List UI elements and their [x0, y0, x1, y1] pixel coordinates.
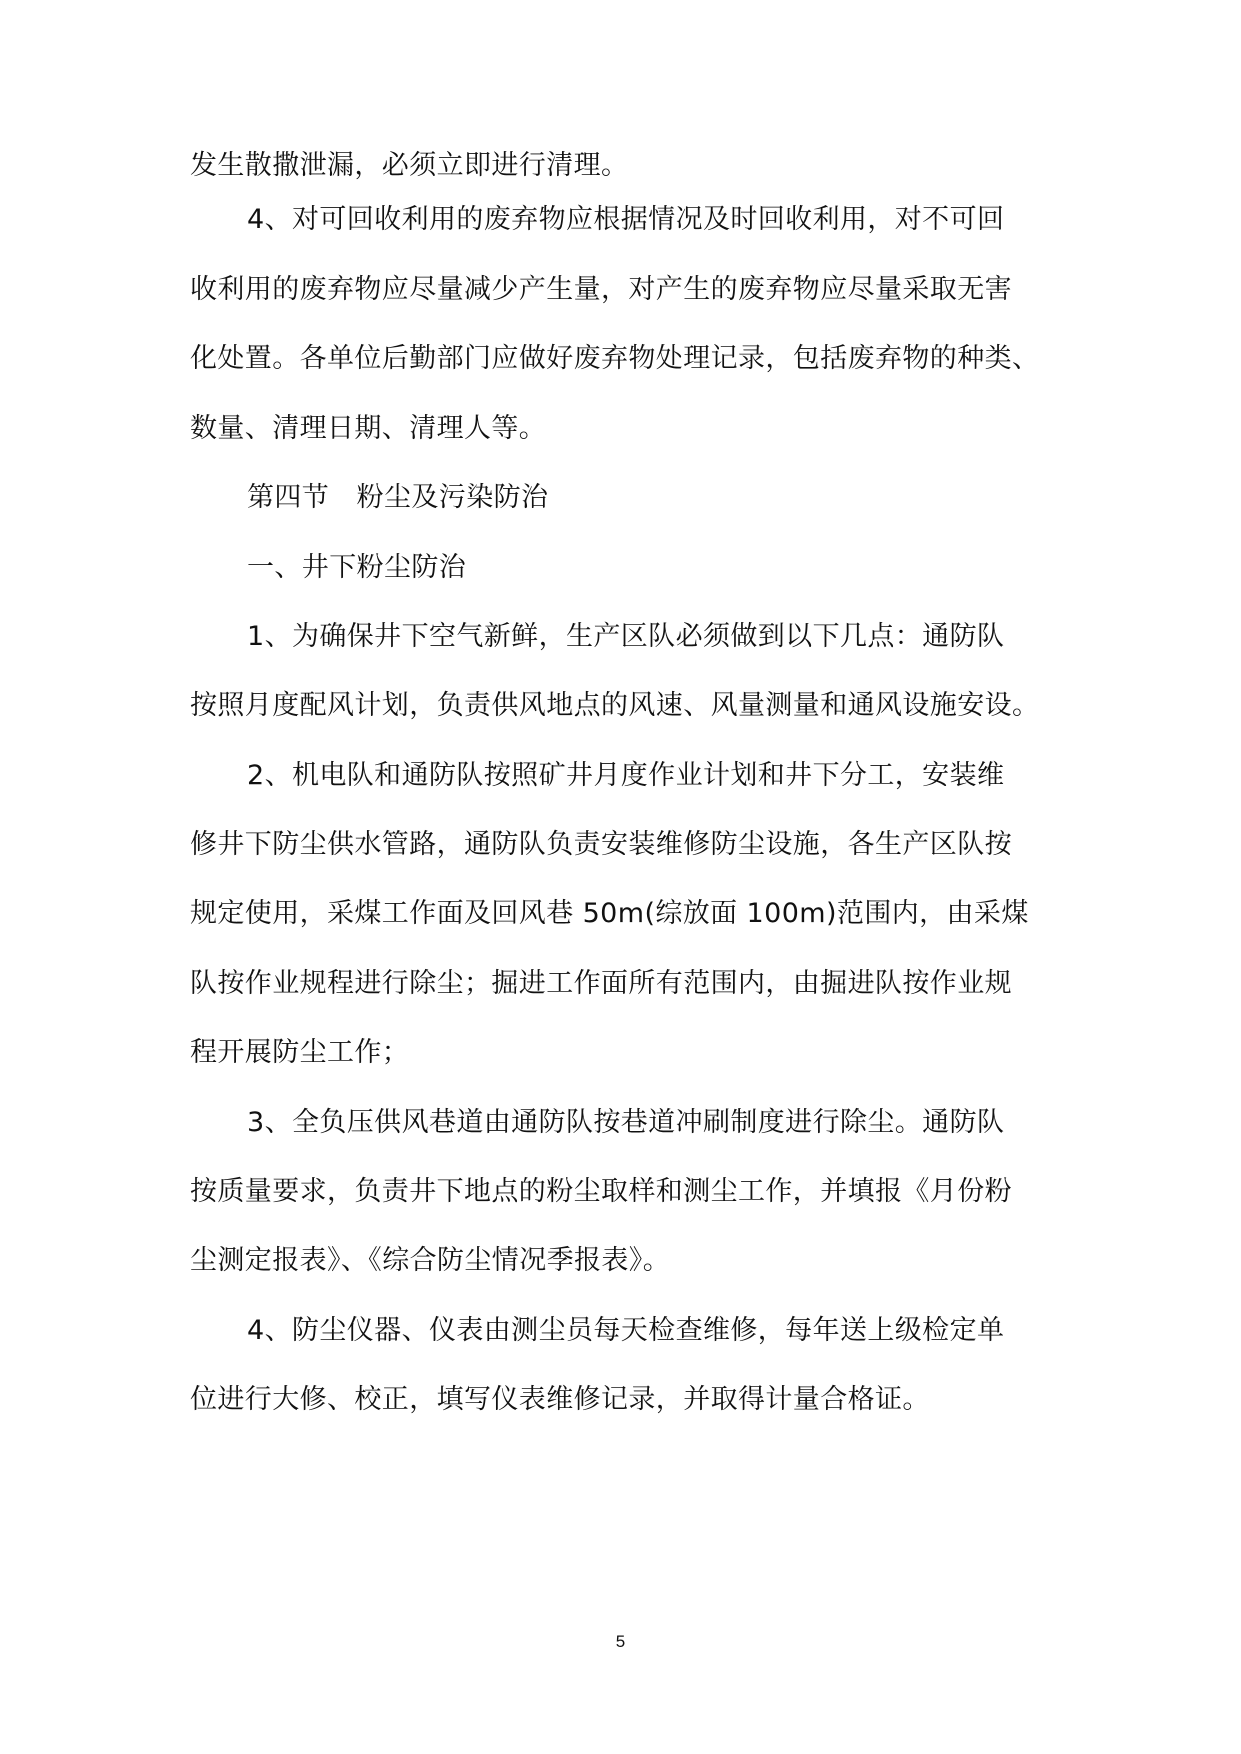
text-line: 按质量要求，负责井下地点的粉尘取样和测尘工作，并填报《月份粉: [190, 1176, 1012, 1207]
text-line: 规定使用，采煤工作面及回风巷 50m(综放面 100m)范围内，由采煤: [190, 898, 1029, 929]
text-line: 尘测定报表》、《综合防尘情况季报表》。: [190, 1245, 671, 1276]
text-line: 4、对可回收利用的废弃物应根据情况及时回收利用，对不可回: [247, 204, 1005, 235]
text-line: 队按作业规程进行除尘；掘进工作面所有范围内，由掘进队按作业规: [190, 968, 1012, 999]
section-heading: 第四节 粉尘及污染防治: [247, 482, 549, 513]
text-line: 程开展防尘工作；: [190, 1037, 410, 1068]
text-line: 修井下防尘供水管路，通防队负责安装维修防尘设施，各生产区队按: [190, 829, 1012, 860]
text-line: 位进行大修、校正，填写仪表维修记录，并取得计量合格证。: [190, 1384, 930, 1415]
text-line: 收利用的废弃物应尽量减少产生量，对产生的废弃物应尽量采取无害: [190, 274, 1012, 305]
text-line: 按照月度配风计划，负责供风地点的风速、风量测量和通风设施安设。: [190, 690, 1040, 721]
text-line: 化处置。各单位后勤部门应做好废弃物处理记录，包括废弃物的种类、: [190, 343, 1040, 374]
subsection-heading: 一、井下粉尘防治: [247, 552, 467, 583]
text-line: 3、全负压供风巷道由通防队按巷道冲刷制度进行除尘。通防队: [247, 1107, 1005, 1138]
text-line: 1、为确保井下空气新鲜，生产区队必须做到以下几点：通防队: [247, 621, 1005, 652]
page-number: 5: [615, 1632, 626, 1651]
text-line: 4、防尘仪器、仪表由测尘员每天检查维修，每年送上级检定单: [247, 1315, 1005, 1346]
text-line: 发生散撒泄漏，必须立即进行清理。: [190, 150, 629, 181]
text-line: 数量、清理日期、清理人等。: [190, 413, 547, 444]
text-line: 2、机电队和通防队按照矿井月度作业计划和井下分工，安装维: [247, 760, 1005, 791]
